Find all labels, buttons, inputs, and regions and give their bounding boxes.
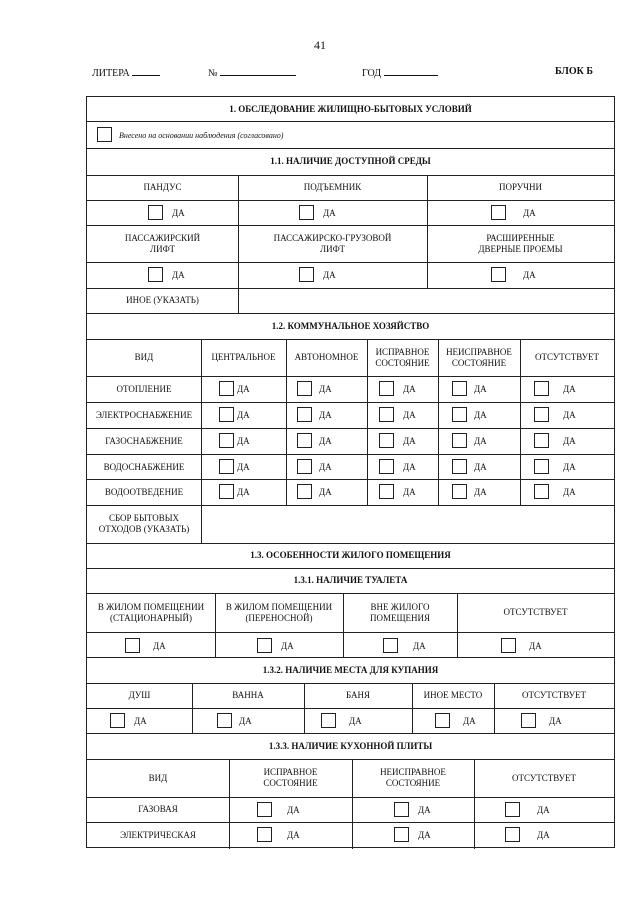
stove-broken-header: НЕИСПРАВНОЕ СОСТОЯНИЕ xyxy=(380,767,446,788)
year-line[interactable] xyxy=(384,66,438,76)
utility-row-label: ГАЗОСНАБЖЕНИЕ xyxy=(105,435,183,446)
freight-lift-yes-checkbox[interactable] xyxy=(299,267,314,282)
stove-kind-header: ВИД xyxy=(148,772,168,783)
year-field xyxy=(362,66,438,79)
toilet-stationary-yes-label: ДА xyxy=(153,641,166,651)
gas-absent-yes-label: ДА xyxy=(537,805,550,815)
utility-working-yes-label: ДА xyxy=(403,410,416,420)
toilet-portable-checkbox[interactable] xyxy=(257,638,272,653)
handrails-header: ПОРУЧНИ xyxy=(498,182,542,192)
utility-absent-yes-label: ДА xyxy=(563,462,576,472)
section-1-3-1-title: 1.3.1. НАЛИЧИЕ ТУАЛЕТА xyxy=(293,575,408,585)
shower-checkbox[interactable] xyxy=(110,713,125,728)
utility-central-checkbox[interactable] xyxy=(219,407,234,422)
lifter-yes-checkbox[interactable] xyxy=(299,205,314,220)
utility-broken-checkbox[interactable] xyxy=(452,381,467,396)
freight-lift-yes-label: ДА xyxy=(323,270,336,280)
utility-central-yes-label: ДА xyxy=(237,384,250,394)
utility-central-yes-label: ДА xyxy=(237,487,250,497)
utility-broken-checkbox[interactable] xyxy=(452,484,467,499)
bathing-absent-checkbox[interactable] xyxy=(521,713,536,728)
toilet-outside-checkbox[interactable] xyxy=(383,638,398,653)
utility-absent-yes-label: ДА xyxy=(563,487,576,497)
bathing-absent-yes-label: ДА xyxy=(549,716,562,726)
ramp-yes-checkbox[interactable] xyxy=(148,205,163,220)
bathtub-yes-label: ДА xyxy=(239,716,252,726)
electric-working-yes-label: ДА xyxy=(287,830,300,840)
ramp-yes-label: ДА xyxy=(172,208,185,218)
utility-working-checkbox[interactable] xyxy=(379,381,394,396)
shower-yes-label: ДА xyxy=(134,716,147,726)
absent-header: ОТСУТСТВУЕТ xyxy=(535,352,599,362)
kind-header: ВИД xyxy=(134,352,154,362)
sauna-header: БАНЯ xyxy=(345,690,371,700)
toilet-outside-yes-label: ДА xyxy=(413,641,426,651)
page-number: 41 xyxy=(314,38,326,52)
section-1-1-title: 1.1. НАЛИЧИЕ ДОСТУПНОЙ СРЕДЫ xyxy=(270,156,431,166)
utility-working-checkbox[interactable] xyxy=(379,407,394,422)
toilet-absent-header: ОТСУТСТВУЕТ xyxy=(503,607,568,617)
number-line[interactable] xyxy=(220,66,296,76)
section-1-title: 1. ОБСЛЕДОВАНИЕ ЖИЛИЩНО-БЫТОВЫХ УСЛОВИЙ xyxy=(229,103,472,114)
utility-absent-yes-label: ДА xyxy=(563,436,576,446)
working-header: ИСПРАВНОЕ СОСТОЯНИЕ xyxy=(375,346,430,368)
electric-broken-checkbox[interactable] xyxy=(394,827,409,842)
utility-working-checkbox[interactable] xyxy=(379,433,394,448)
bathtub-checkbox[interactable] xyxy=(217,713,232,728)
utility-central-checkbox[interactable] xyxy=(219,433,234,448)
utility-working-checkbox[interactable] xyxy=(379,484,394,499)
ramp-header: ПАНДУС xyxy=(143,182,182,192)
freight-lift-header: ПАССАЖИРСКО-ГРУЗОВОЙ ЛИФТ xyxy=(273,232,392,254)
litera-field xyxy=(92,66,160,79)
gas-working-checkbox[interactable] xyxy=(257,802,272,817)
other-place-yes-label: ДА xyxy=(463,716,476,726)
gas-broken-yes-label: ДА xyxy=(418,805,431,815)
survey-form xyxy=(86,96,615,848)
handrails-yes-label: ДА xyxy=(523,208,536,218)
number-field xyxy=(208,66,296,79)
litera-line[interactable] xyxy=(132,66,160,76)
utility-autonomous-checkbox[interactable] xyxy=(297,459,312,474)
utility-absent-checkbox[interactable] xyxy=(534,433,549,448)
utility-broken-yes-label: ДА xyxy=(474,384,487,394)
utility-central-yes-label: ДА xyxy=(237,462,250,472)
number-label: № xyxy=(208,68,218,79)
utility-row-label: ВОДОСНАБЖЕНИЕ xyxy=(103,461,185,472)
lifter-yes-label: ДА xyxy=(323,208,336,218)
year-label: ГОД xyxy=(362,68,382,79)
passenger-lift-header: ПАССАЖИРСКИЙ ЛИФТ xyxy=(124,232,201,254)
utility-working-yes-label: ДА xyxy=(403,384,416,394)
utility-broken-checkbox[interactable] xyxy=(452,407,467,422)
utility-absent-checkbox[interactable] xyxy=(534,459,549,474)
utility-broken-yes-label: ДА xyxy=(474,410,487,420)
section-1-3-2-title: 1.3.2. НАЛИЧИЕ МЕСТА ДЛЯ КУПАНИЯ xyxy=(262,664,439,675)
utility-broken-yes-label: ДА xyxy=(474,462,487,472)
utility-autonomous-checkbox[interactable] xyxy=(297,433,312,448)
electric-absent-checkbox[interactable] xyxy=(505,827,520,842)
stove-absent-header: ОТСУТСТВУЕТ xyxy=(512,772,576,783)
utility-autonomous-yes-label: ДА xyxy=(319,462,332,472)
utility-broken-yes-label: ДА xyxy=(474,487,487,497)
section-1-3-3-title: 1.3.3. НАЛИЧИЕ КУХОННОЙ ПЛИТЫ xyxy=(268,740,433,751)
utility-autonomous-yes-label: ДА xyxy=(319,384,332,394)
utility-autonomous-checkbox[interactable] xyxy=(297,484,312,499)
utility-row-label: ВОДООТВЕДЕНИЕ xyxy=(104,486,184,497)
electric-stove-label: ЭЛЕКТРИЧЕСКАЯ xyxy=(120,829,196,840)
stove-working-header: ИСПРАВНОЕ СОСТОЯНИЕ xyxy=(263,767,318,788)
utility-working-yes-label: ДА xyxy=(403,436,416,446)
lifter-header: ПОДЪЕМНИК xyxy=(303,182,362,192)
wide-doors-yes-checkbox[interactable] xyxy=(491,267,506,282)
utility-working-yes-label: ДА xyxy=(403,487,416,497)
utility-working-yes-label: ДА xyxy=(403,462,416,472)
utility-central-yes-label: ДА xyxy=(237,436,250,446)
gas-broken-checkbox[interactable] xyxy=(394,802,409,817)
litera-label: ЛИТЕРА xyxy=(92,68,130,79)
utility-autonomous-yes-label: ДА xyxy=(319,436,332,446)
gas-stove-label: ГАЗОВАЯ xyxy=(138,804,178,814)
utility-row-label: ЭЛЕКТРОСНАБЖЕНИЕ xyxy=(95,409,193,420)
bathtub-header: ВАННА xyxy=(232,690,264,700)
observation-checkbox[interactable] xyxy=(97,127,112,142)
utility-autonomous-yes-label: ДА xyxy=(319,487,332,497)
utility-working-checkbox[interactable] xyxy=(379,459,394,474)
toilet-stationary-checkbox[interactable] xyxy=(125,638,140,653)
utility-absent-checkbox[interactable] xyxy=(534,484,549,499)
sauna-checkbox[interactable] xyxy=(321,713,336,728)
toilet-portable-yes-label: ДА xyxy=(281,641,294,651)
utility-autonomous-checkbox[interactable] xyxy=(297,381,312,396)
bathing-absent-header: ОТСУТСТВУЕТ xyxy=(522,690,586,700)
autonomous-header: АВТОНОМНОЕ xyxy=(294,352,359,362)
wide-doors-header: РАСШИРЕННЫЕ ДВЕРНЫЕ ПРОЕМЫ xyxy=(478,232,563,254)
other-place-header: ИНОЕ МЕСТО xyxy=(423,690,483,700)
other-place-checkbox[interactable] xyxy=(435,713,450,728)
wide-doors-yes-label: ДА xyxy=(523,270,536,280)
utility-absent-checkbox[interactable] xyxy=(534,381,549,396)
waste-label: СБОР БЫТОВЫХ ОТХОДОВ (УКАЗАТЬ) xyxy=(98,513,190,534)
electric-working-checkbox[interactable] xyxy=(257,827,272,842)
passenger-lift-yes-checkbox[interactable] xyxy=(148,267,163,282)
central-header: ЦЕНТРАЛЬНОЕ xyxy=(211,352,276,362)
block-label: БЛОК Б xyxy=(555,66,593,77)
toilet-stationary-header: В ЖИЛОМ ПОМЕЩЕНИИ (СТАЦИОНАРНЫЙ) xyxy=(97,601,205,623)
toilet-portable-header: В ЖИЛОМ ПОМЕЩЕНИИ (ПЕРЕНОСНОЙ) xyxy=(225,601,333,623)
utility-autonomous-yes-label: ДА xyxy=(319,410,332,420)
utility-central-checkbox[interactable] xyxy=(219,381,234,396)
broken-header: НЕИСПРАВНОЕ СОСТОЯНИЕ xyxy=(446,346,512,368)
gas-absent-checkbox[interactable] xyxy=(505,802,520,817)
gas-working-yes-label: ДА xyxy=(287,805,300,815)
shower-header: ДУШ xyxy=(128,690,151,700)
section-1-2-title: 1.2. КОММУНАЛЬНОЕ ХОЗЯЙСТВО xyxy=(271,320,430,331)
utility-broken-checkbox[interactable] xyxy=(452,433,467,448)
utility-absent-checkbox[interactable] xyxy=(534,407,549,422)
utility-central-checkbox[interactable] xyxy=(219,484,234,499)
electric-absent-yes-label: ДА xyxy=(537,830,550,840)
passenger-lift-yes-label: ДА xyxy=(172,270,185,280)
handrails-yes-checkbox[interactable] xyxy=(491,205,506,220)
utility-absent-yes-label: ДА xyxy=(563,410,576,420)
utility-central-checkbox[interactable] xyxy=(219,459,234,474)
utility-broken-checkbox[interactable] xyxy=(452,459,467,474)
observation-note: Внесено на основании наблюдения (согласовано) xyxy=(119,130,284,140)
other-input[interactable] xyxy=(239,289,614,313)
utility-absent-yes-label: ДА xyxy=(563,384,576,394)
toilet-absent-yes-label: ДА xyxy=(529,641,542,651)
utility-row-label: ОТОПЛЕНИЕ xyxy=(116,383,172,394)
sauna-yes-label: ДА xyxy=(349,716,362,726)
utility-autonomous-checkbox[interactable] xyxy=(297,407,312,422)
toilet-outside-header: ВНЕ ЖИЛОГО ПОМЕЩЕНИЯ xyxy=(369,601,431,623)
electric-broken-yes-label: ДА xyxy=(418,830,431,840)
utility-broken-yes-label: ДА xyxy=(474,436,487,446)
toilet-absent-checkbox[interactable] xyxy=(501,638,516,653)
utility-central-yes-label: ДА xyxy=(237,410,250,420)
other-label: ИНОЕ (УКАЗАТЬ) xyxy=(126,295,199,305)
waste-input[interactable] xyxy=(202,506,614,543)
section-1-3-title: 1.3. ОСОБЕННОСТИ ЖИЛОГО ПОМЕЩЕНИЯ xyxy=(250,550,451,560)
